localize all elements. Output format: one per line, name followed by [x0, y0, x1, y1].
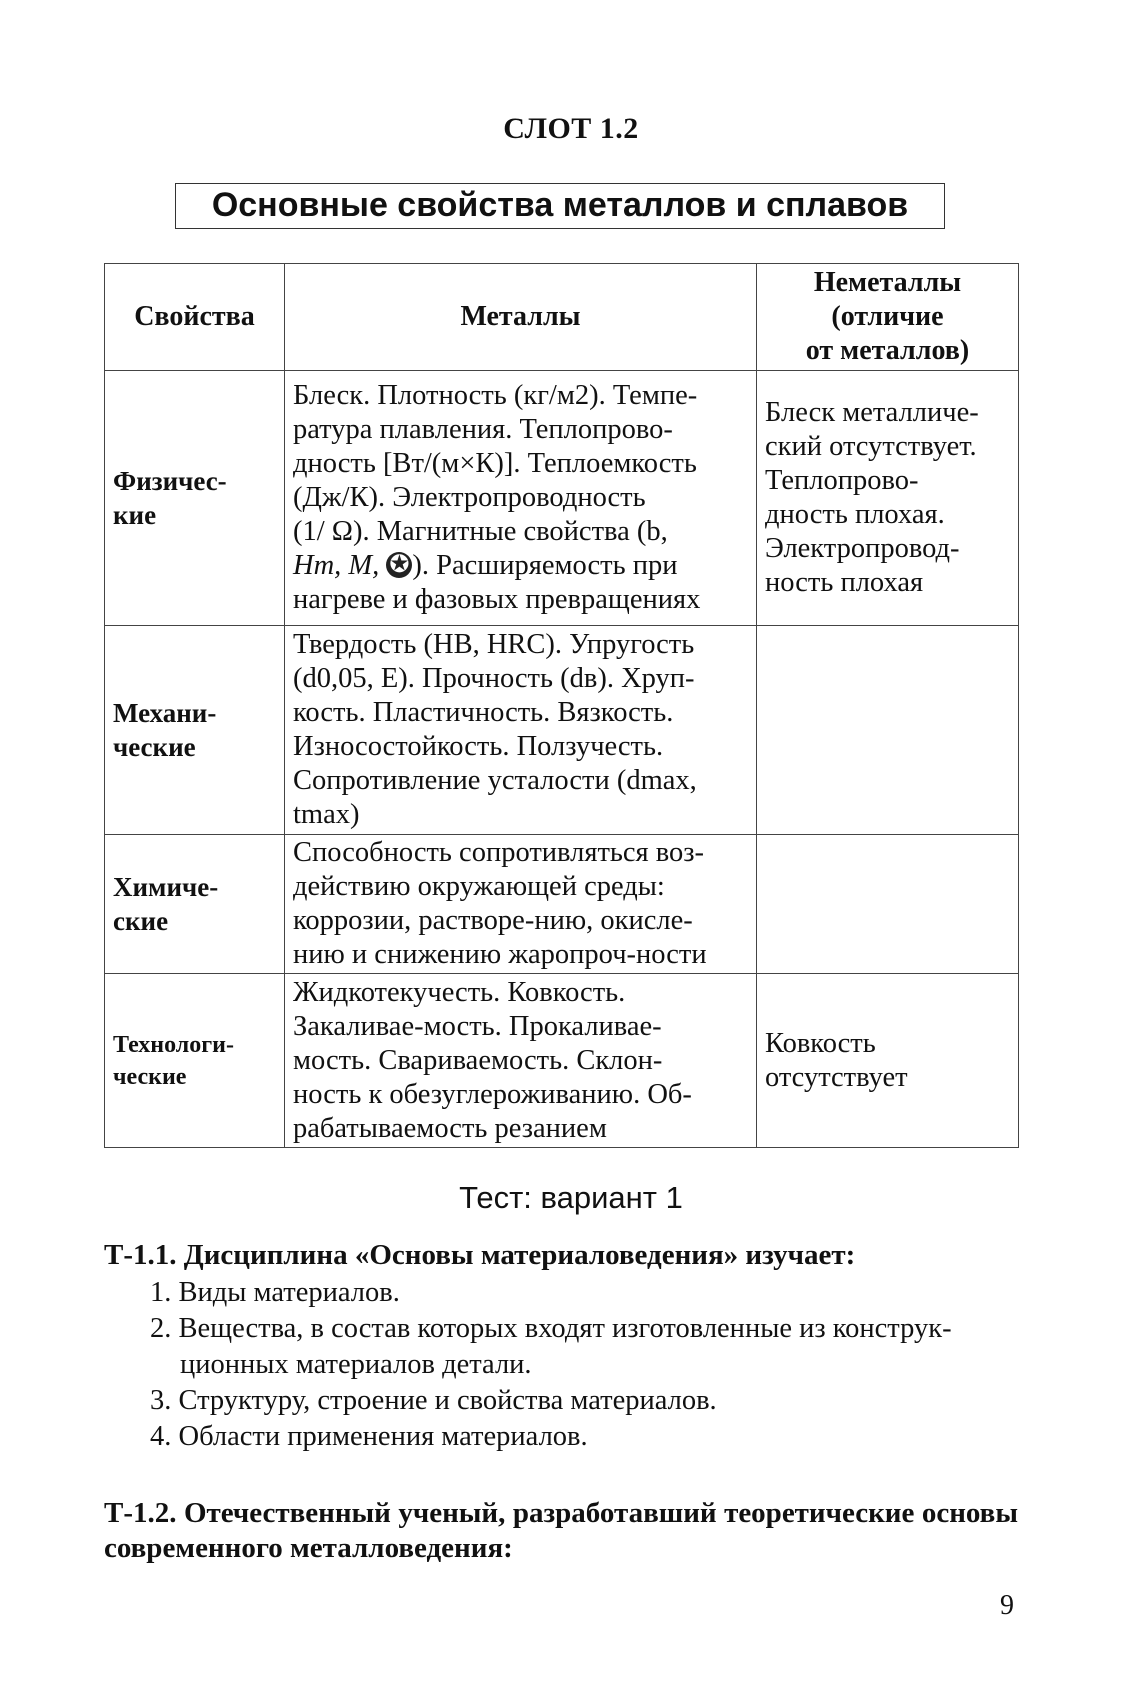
answer-option: 2. Вещества, в состав которых входят изготовленные из конструк- — [150, 1313, 952, 1344]
nonmetal-difference: Ковкость отсутствует — [757, 974, 1019, 1148]
metal-properties: Блеск. Плотность (кг/м2). Темпе- ратура плавления. Теплопрово- дность [Вт/(м×К)]. Теплоемкость (Дж/К). Электропроводность (1/ Ω). Магнитные свойства (b, Hm, M, ✪ ). Расширяемость при нагреве и фазовых превращениях — [285, 371, 757, 626]
metal-properties: Твердость (HB, HRC). Упругость (d0,05, E). Прочность (dв). Хруп- кость. Пластичность. Вязкость. Износостойкость. Ползучесть. Сопротивление усталости (dmax, tmax) — [285, 626, 757, 835]
test-title: Тест: вариант 1 — [459, 1180, 683, 1215]
table-header-row — [105, 264, 1019, 371]
properties-table — [104, 263, 1019, 1148]
property-name: Технологи- ческие — [105, 974, 285, 1148]
boxed-section-title: Основные свойства металлов и сплавов — [175, 183, 945, 229]
metal-properties: Жидкотекучесть. Ковкость. Закаливае-мость. Прокаливае- мость. Свариваемость. Склон- ность к обезуглероживанию. Об- рабатываемость резанием — [285, 974, 757, 1148]
answer-option-continued: ционных материалов детали. — [180, 1349, 532, 1380]
slot-title: СЛОТ 1.2 — [503, 112, 639, 145]
question-1: Т-1.1. Дисциплина «Основы материаловедения» изучает: — [104, 1239, 856, 1271]
question-1-answers — [150, 1275, 1020, 1455]
table-row — [105, 974, 1019, 1148]
page-number: 9 — [1000, 1590, 1014, 1621]
answer-option: 3. Структуру, строение и свойства материалов. — [150, 1385, 717, 1416]
property-name: Механи- ческие — [105, 626, 285, 835]
property-name: Химиче- ские — [105, 835, 285, 974]
table-row — [105, 626, 1019, 835]
table-row — [105, 835, 1019, 974]
header-metals: Металлы — [285, 264, 757, 371]
header-properties: Свойства — [105, 264, 285, 371]
nonmetal-difference — [757, 835, 1019, 974]
property-name: Физичес- кие — [105, 371, 285, 626]
answer-option: 1. Виды материалов. — [150, 1277, 400, 1308]
nonmetal-difference — [757, 626, 1019, 835]
metal-properties: Способность сопротивляться воз- действию окружающей среды: коррозии, растворе-нию, окисле- нию и снижению жаропроч-ности — [285, 835, 757, 974]
answer-option: 4. Области применения материалов. — [150, 1421, 588, 1452]
header-nonmetals: Неметаллы (отличие от металлов) — [757, 264, 1019, 371]
nonmetal-difference: Блеск металличе- ский отсутствует. Теплопрово- дность плохая. Электропровод- ность плохая — [757, 371, 1019, 626]
table-row — [105, 371, 1019, 626]
question-2: Т-1.2. Отечественный ученый, разработавший теоретические основы современного металловедения: — [104, 1497, 1018, 1564]
star-symbol-icon: ✪ — [386, 552, 412, 578]
